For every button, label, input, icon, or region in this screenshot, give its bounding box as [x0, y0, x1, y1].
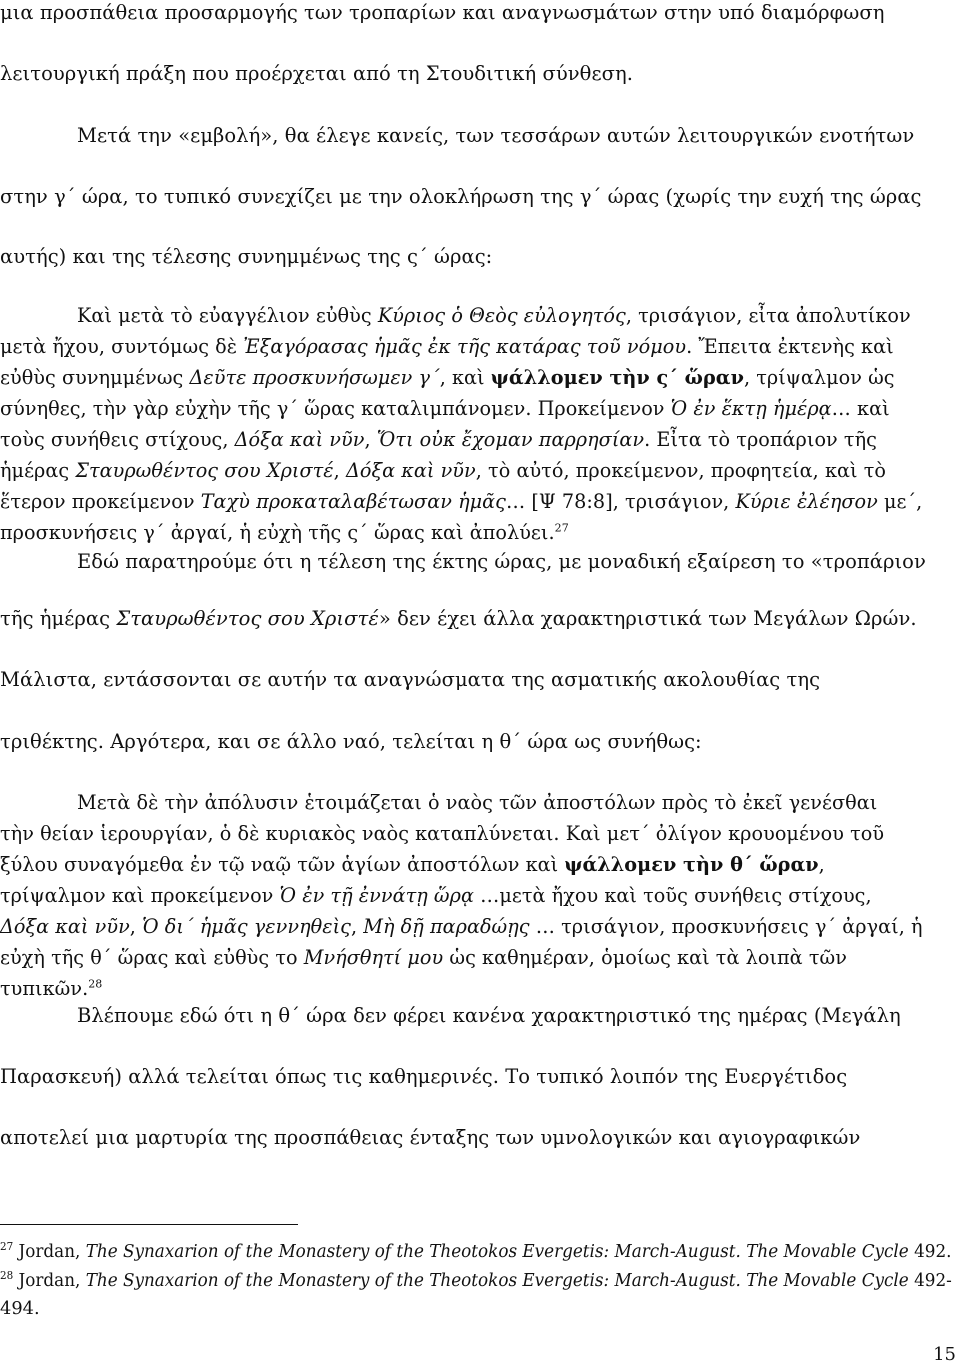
text: Βλέπουμε εδώ ότι η θ΄ ώρα δεν φέρει κανένα χαρακτηριστικό της ημέρας (Μεγάλη [77, 1004, 901, 1027]
text: Εδώ παρατηρούμε ότι η τέλεση της έκτης ώρας, με μοναδική εξαίρεση το «τροπάριον [77, 550, 926, 573]
text: τρίψαλμον καὶ προκείμενον [0, 884, 280, 907]
italic-text: Ὁ ἐν ἕκτῃ ἡμέρᾳ [670, 397, 832, 420]
quote1-line-1 [77, 304, 911, 328]
text: . Ἔπειτα ἐκτενὴς καὶ [686, 335, 894, 358]
footnote-ref-28[interactable]: 28 [88, 977, 103, 991]
italic-text: Δόξα καὶ νῦν [0, 915, 130, 938]
text: , [129, 915, 143, 938]
text: Jordan, [13, 1270, 86, 1291]
text: » δεν έχει άλλα χαρακτηριστικά των Μεγάλων Ωρών. [378, 607, 917, 630]
text: αυτής) και της τέλεσης συνημμένως της ς΄ ώρας: [0, 245, 493, 268]
quote1-line-3 [0, 366, 895, 390]
text: , [350, 915, 364, 938]
text: 492. [908, 1241, 952, 1262]
quote1-line-4 [0, 397, 890, 421]
italic-text: Κύριε ἐλέησον [735, 490, 878, 513]
footnote-27 [0, 1241, 951, 1263]
quote1-line-8 [0, 521, 569, 545]
text: , τρίψαλμον ὡς [743, 366, 895, 389]
body-line-16 [0, 668, 820, 692]
quote2-line-3 [0, 853, 825, 877]
text: , [333, 459, 346, 482]
quote1-line-5 [0, 428, 877, 452]
body-line-15 [0, 607, 917, 631]
text: προσκυνήσεις γ΄ ἀργαί, ἡ εὐχὴ τῆς ς΄ ὥρας καὶ ἀπολύει. [0, 521, 555, 544]
text: Παρασκευή) αλλά τελείται όπως τις καθημερινές. Το τυπικό λοιπόν της Ευεργέτιδος [0, 1065, 848, 1088]
footnote-separator [0, 1224, 298, 1225]
text: τῆς ἡμέρας [0, 607, 117, 630]
italic-text: Ὁ ἐν τῇ ἐννάτῃ ὥρᾳ [279, 884, 474, 907]
italic-text: Μὴ δῇ παραδώῃς [363, 915, 530, 938]
italic-text: Ταχὺ προκαταλαβέτωσαν ἡμᾶς [200, 490, 506, 513]
text: Μετά την «εμβολή», θα έλεγε κανείς, των τεσσάρων αυτών λειτουργικών ενοτήτων [77, 124, 915, 147]
text: , [364, 428, 377, 451]
body-line-3 [77, 124, 914, 148]
body-line-4 [0, 185, 922, 209]
body-line-27 [0, 1126, 860, 1150]
italic-text: Σταυρωθέντος σου Χριστέ [75, 459, 334, 482]
text: ἡμέρας [0, 459, 76, 482]
italic-text: Ὁ δι΄ ἡμᾶς γεννηθεὶς [142, 915, 351, 938]
text: αποτελεί μια μαρτυρία της προσπάθειας ένταξης των υμνολογικών και αγιογραφικών [0, 1126, 861, 1149]
italic-text: Ὅτι οὐκ ἔχομαν παρρησίαν [376, 428, 645, 451]
text: 494. [0, 1298, 40, 1319]
footnote-28-cont [0, 1298, 40, 1320]
quote1-line-2 [0, 335, 894, 359]
italic-text: The Synaxarion of the Monastery of the Theotokos Evergetis: March-August. The Movable Cycle [85, 1241, 909, 1262]
body-line-5 [0, 245, 492, 269]
text: σύνηθες, τὴν γὰρ εὐχὴν τῆς γ΄ ὥρας καταλιμπάνομεν. Προκείμενον [0, 397, 671, 420]
italic-text: Δόξα καὶ νῦν [234, 428, 365, 451]
body-line-2 [0, 62, 633, 86]
text: τοὺς συνήθεις στίχους, [0, 428, 235, 451]
body-line-25 [77, 1004, 901, 1028]
text: λειτουργική πράξη που προέρχεται από τη Στουδιτική σύνθεση. [0, 62, 633, 85]
text: τυπικῶν. [0, 977, 89, 1000]
quote2-line-5 [0, 915, 923, 939]
text: , καὶ [439, 366, 491, 389]
quote1-line-7 [0, 490, 922, 514]
text: Μετὰ δὲ τὴν ἀπόλυσιν ἑτοιμάζεται ὁ ναὸς τῶν ἀποστόλων πρὸς τὸ ἐκεῖ γενέσθαι [77, 791, 878, 814]
footnote-28 [0, 1270, 952, 1292]
italic-text: Σταυρωθέντος σου Χριστέ [116, 607, 379, 630]
quote2-line-4 [0, 884, 872, 908]
footnote-ref-27[interactable]: 27 [554, 521, 569, 535]
bold-text: ψάλλομεν τὴν θ΄ ὥραν [564, 853, 819, 876]
italic-text: The Synaxarion of the Monastery of the Theotokos Evergetis: March-August. The Movable Cycle [85, 1270, 909, 1291]
body-line-26 [0, 1065, 847, 1089]
text: τὴν θείαν ἱερουργίαν, ὁ δὲ κυριακὸς ναὸς καταπλύνεται. Καὶ μετ΄ ὀλίγον κρουομένου τοῦ [0, 822, 885, 845]
text: μετὰ ἤχου, συντόμως δὲ [0, 335, 244, 358]
text: στην γ΄ ώρα, το τυπικό συνεχίζει με την ολοκλήρωση της γ΄ ώρας (χωρίς την ευχή της ώρας [0, 185, 922, 208]
text: … [Ψ 78:8], τρισάγιον, [505, 490, 736, 513]
text: , τρισάγιον, εἶτα ἀπολυτίκον [625, 304, 911, 327]
italic-text: Ἐξαγόρασας ἡμᾶς ἐκ τῆς κατάρας τοῦ νόμου [243, 335, 687, 358]
page-number: 15 [933, 1344, 956, 1365]
bold-text: ψάλλομεν τὴν ς΄ ὥραν [490, 366, 744, 389]
text: εὐχὴ τῆς θ΄ ὥρας καὶ εὐθὺς το [0, 946, 304, 969]
text: ξύλου συναγόμεθα ἐν τῷ ναῷ τῶν ἁγίων ἀποστόλων καὶ [0, 853, 565, 876]
body-line-1 [0, 1, 884, 25]
text: με΄, [877, 490, 923, 513]
quote2-line-6 [0, 946, 847, 970]
text: ὡς καθημέραν, ὁμοίως καὶ τὰ λοιπὰ τῶν [443, 946, 847, 969]
text: , τὸ αὐτό, προκείμενον, προφητεία, καὶ τὸ [475, 459, 886, 482]
text: μια προσπάθεια προσαρμογής των τροπαρίων και αναγνωσμάτων στην υπό διαμόρφωση [0, 1, 885, 24]
italic-text: Μνήσθητί μου [303, 946, 444, 969]
text: τριθέκτης. Αργότερα, και σε άλλο ναό, τελείται η θ΄ ώρα ως συνήθως: [0, 730, 702, 753]
text: , [818, 853, 825, 876]
text: Jordan, [13, 1241, 86, 1262]
italic-text: Κύριος ὁ Θεὸς εὐλογητός [377, 304, 626, 327]
quote2-line-2 [0, 822, 884, 846]
italic-text: Δεῦτε προσκυνήσωμεν γ΄ [189, 366, 440, 389]
italic-text: Δόξα καὶ νῦν [345, 459, 476, 482]
footnote-number: 27 [0, 1240, 14, 1254]
text: Καὶ μετὰ τὸ εὐαγγέλιον εὐθὺς [77, 304, 378, 327]
quote1-line-6 [0, 459, 886, 483]
text: …μετὰ ἤχου καὶ τοῦς συνήθεις στίχους, [473, 884, 872, 907]
quote2-line-7 [0, 977, 102, 1001]
text: … καὶ [831, 397, 890, 420]
text: . Εἶτα τὸ τροπάριον τῆς [644, 428, 877, 451]
text: 492- [908, 1270, 952, 1291]
text: εὐθὺς συνημμένως [0, 366, 190, 389]
body-line-14 [77, 550, 926, 574]
text: Μάλιστα, εντάσσονται σε αυτήν τα αναγνώσματα της ασματικής ακολουθίας της [0, 668, 821, 691]
footnote-number: 28 [0, 1269, 14, 1283]
text: … τρισάγιον, προσκυνήσεις γ΄ ἀργαί, ἡ [529, 915, 923, 938]
body-line-17 [0, 730, 702, 754]
quote2-line-1 [77, 791, 877, 815]
text: ἕτερον προκείμενον [0, 490, 201, 513]
